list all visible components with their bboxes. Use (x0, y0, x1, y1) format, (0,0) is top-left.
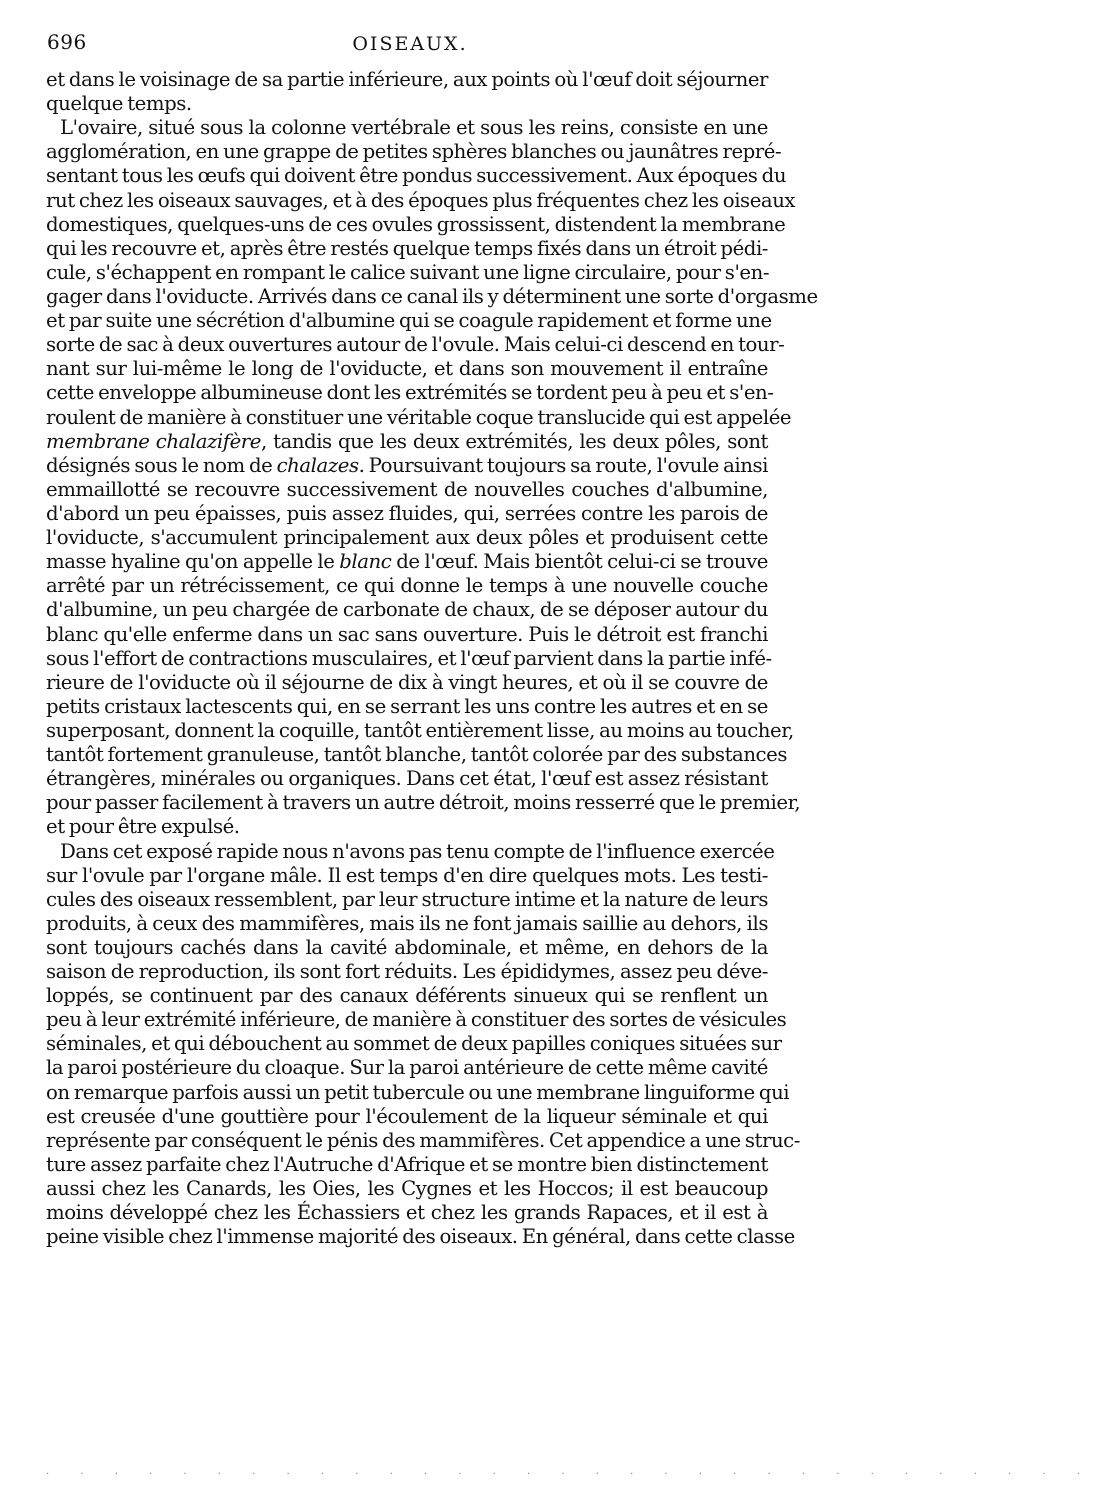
text-line: nant sur lui-même le long de l'oviducte, et dans son mouvement il entraîne (46, 357, 768, 381)
text-line: domestiques, quelques-uns de ces ovules grossissent, distendent la membrane (46, 212, 786, 236)
text-line: et pour être expulsé. (46, 815, 240, 839)
text-line: séminales, et qui débouchent au sommet de deux papilles coniques situées sur (46, 1032, 782, 1056)
text-line: produits, à ceux des mammifères, mais ils ne font jamais saillie au dehors, ils (46, 911, 768, 935)
text-line: superposant, donnent la coquille, tantôt entièrement lisse, au moins au toucher, (46, 718, 794, 742)
text-line: représente par conséquent le pénis des mammifères. Cet appendice a une struc- (46, 1128, 800, 1152)
text-line: tantôt fortement granuleuse, tantôt blanche, tantôt colorée par des substances (46, 743, 787, 767)
text-line: rut chez les oiseaux sauvages, et à des époques plus fréquentes chez les oiseaux (46, 188, 796, 212)
text-line: cule, s'échappent en rompant le calice suivant une ligne circulaire, pour s'en- (46, 260, 770, 284)
text-line: moins développé chez les Échassiers et chez les grands Rapaces, et il est à (46, 1201, 768, 1225)
text-line: sur l'ovule par l'organe mâle. Il est temps d'en dire quelques mots. Les testi- (46, 863, 768, 887)
text-line: arrêté par un rétrécissement, ce qui donne le temps à une nouvelle couche (46, 574, 768, 598)
text-line: d'albumine, un peu chargée de carbonate de chaux, de se déposer autour du (46, 598, 768, 622)
text-line: d'abord un peu épaisses, puis assez fluides, qui, serrées contre les parois de (46, 501, 768, 525)
italic-term: chalazes (276, 453, 359, 477)
text-fragment: . Poursuivant toujours sa route, l'ovule ainsi (358, 453, 768, 477)
text-fragment: , tandis que les deux extrémités, les deux pôles, sont (260, 429, 769, 453)
text-line: blanc qu'elle enferme dans un sac sans ouverture. Puis le détroit est franchi (46, 622, 768, 646)
text-line: est creusée d'une gouttière pour l'écoulement de la liqueur séminale et qui (46, 1104, 768, 1128)
italic-term: membrane chalazifère (46, 429, 261, 453)
body-text (46, 68, 818, 1273)
text-line (46, 1249, 768, 1273)
text-line: saison de reproduction, ils sont fort réduits. Les épididymes, assez peu déve- (46, 960, 768, 984)
text-line: et dans le voisinage de sa partie inférieure, aux points où l'œuf doit séjourner (46, 68, 768, 91)
text-line: et par suite une sécrétion d'albumine qui se coagule rapidement et forme une (46, 309, 772, 333)
paragraph-start-line: L'ovaire, situé sous la colonne vertébrale et sous les reins, consiste en une (60, 116, 768, 140)
text-line: sorte de sac à deux ouvertures autour de l'ovule. Mais celui-ci descend en tour- (46, 333, 785, 357)
paragraph-start-line: Dans cet exposé rapide nous n'avons pas tenu compte de l'influence exercée (60, 839, 775, 863)
text-line-italic-term (46, 430, 768, 454)
text-line: on remarque parfois aussi un petit tubercule ou une membrane linguiforme qui (46, 1080, 790, 1104)
text-line: cules des oiseaux ressemblent, par leur structure intime et la nature de leurs (46, 887, 768, 911)
text-line: sentant tous les œufs qui doivent être pondus successivement. Aux époques du (46, 164, 787, 188)
text-line: pour passer facilement à travers un autre détroit, moins resserré que le premier, (46, 791, 801, 815)
italic-term: blanc (339, 550, 392, 574)
running-title: OISEAUX. (352, 33, 468, 55)
text-line: l'oviducte, s'accumulent principalement aux deux pôles et produisent cette (46, 526, 768, 550)
text-line: loppés, se continuent par des canaux déférents sinueux qui se renflent un (46, 984, 768, 1008)
text-line: petits cristaux lactescents qui, en se serrant les uns contre les autres et en se (46, 694, 768, 718)
text-line: peu à leur extrémité inférieure, de manière à constituer des sortes de vésicules (46, 1008, 787, 1032)
text-line: sont toujours cachés dans la cavité abdominale, et même, en dehors de la (46, 935, 768, 959)
text-line: rieure de l'oviducte où il séjourne de dix à vingt heures, et où il se couvre de (46, 670, 768, 694)
text-line: sous l'effort de contractions musculaires, et l'œuf parvient dans la partie infé- (46, 646, 772, 670)
text-line: roulent de manière à constituer une véritable coque translucide qui est appelée (46, 405, 792, 429)
scan-artifact-marks: . . . . . . . . . . . . . . . . . . . . . . . . . . . . . . . (46, 1466, 1094, 1477)
text-line: ture assez parfaite chez l'Autruche d'Afrique et se montre bien distinctement (46, 1152, 768, 1176)
text-line: quelque temps. (46, 92, 192, 116)
text-line-italic-term (46, 454, 768, 478)
text-line: aussi chez les Canards, les Oies, les Cygnes et les Hoccos; il est beaucoup (46, 1177, 768, 1201)
text-line: la paroi postérieure du cloaque. Sur la paroi antérieure de cette même cavité (46, 1056, 768, 1080)
text-fragment: de l'œuf. Mais bientôt celui-ci se trouve (391, 550, 768, 574)
text-line: qui les recouvre et, après être restés quelque temps fixés dans un étroit pédi- (46, 236, 768, 260)
text-line: emmaillotté se recouvre successivement de nouvelles couches d'albumine, (46, 477, 768, 501)
text-line: peine visible chez l'immense majorité des oiseaux. En général, dans cette classe (46, 1225, 795, 1249)
text-line: cette enveloppe albumineuse dont les extrémités se tordent peu à peu et s'en- (46, 381, 774, 405)
text-line: agglomération, en une grappe de petites sphères blanches ou jaunâtres repré- (46, 140, 782, 164)
page-number: 696 (47, 30, 87, 54)
text-line-italic-term (46, 550, 768, 574)
text-fragment: masse hyaline qu'on appelle le (46, 550, 340, 574)
text-fragment: désignés sous le nom de (46, 453, 277, 477)
text-line: étrangères, minérales ou organiques. Dans cet état, l'œuf est assez résistant (46, 767, 768, 791)
text-line: gager dans l'oviducte. Arrivés dans ce canal ils y déterminent une sorte d'orgasme (46, 284, 818, 308)
